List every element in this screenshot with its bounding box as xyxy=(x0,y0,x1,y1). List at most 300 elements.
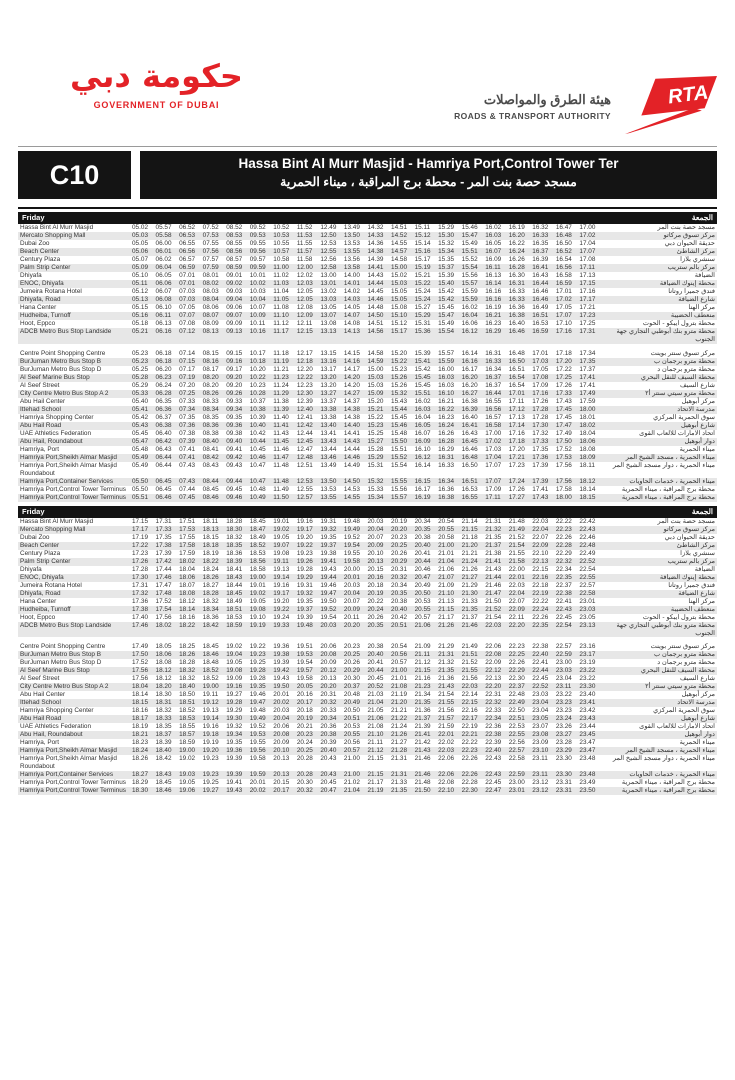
time-cell: 08.35 xyxy=(202,413,219,421)
time-cell: 15.27 xyxy=(367,437,384,445)
time-cell: 15.50 xyxy=(391,437,408,445)
time-cell: 16.39 xyxy=(532,256,549,263)
time-cell: 17.20 xyxy=(555,357,572,365)
time-cell: 14.44 xyxy=(367,280,384,287)
time-cell: 14.49 xyxy=(343,461,360,469)
stop-name-en: ENOC, Dhiyafa xyxy=(20,573,64,581)
table-row xyxy=(18,659,717,667)
stop-name-ar: مركز الشاطئ xyxy=(676,248,715,255)
time-cell: 14.58 xyxy=(367,349,384,357)
time-cell: 20.07 xyxy=(343,597,360,605)
time-cell: 15.22 xyxy=(367,413,384,421)
time-cell: 17.15 xyxy=(579,280,596,287)
time-cell: 17.11 xyxy=(508,397,525,405)
time-cell: 13.01 xyxy=(320,280,337,287)
time-cell: 19.35 xyxy=(296,597,313,605)
time-cell: 22.23 xyxy=(461,747,478,755)
time-cell: 05.09 xyxy=(132,264,148,271)
times-grid xyxy=(132,582,603,590)
time-cell: 21.35 xyxy=(391,787,408,795)
time-cell: 19.56 xyxy=(249,747,266,755)
time-cell: 20.01 xyxy=(249,779,266,787)
stop-name-en: Hamriya Shopping Center xyxy=(20,707,94,715)
time-cell: 21.30 xyxy=(461,589,478,597)
time-cell: 16.53 xyxy=(532,320,549,327)
time-cell: 22.44 xyxy=(532,667,549,675)
table-row xyxy=(18,414,717,422)
time-cell: 20.23 xyxy=(391,533,408,541)
time-cell: 14.38 xyxy=(343,413,360,421)
stop-name-en: Abu Hail Center xyxy=(20,397,66,405)
time-cell: 20.19 xyxy=(367,589,384,597)
time-cell: 16.31 xyxy=(438,453,455,461)
time-cell: 09.13 xyxy=(226,328,243,335)
time-cell: 21.46 xyxy=(485,581,502,589)
time-cell: 08.09 xyxy=(202,320,219,327)
time-cell: 20.56 xyxy=(391,651,408,659)
time-cell: 19.25 xyxy=(249,659,266,667)
time-cell: 16.54 xyxy=(555,256,572,263)
time-cell: 23.19 xyxy=(579,659,596,667)
time-cell: 21.31 xyxy=(391,755,408,763)
time-cell: 11.49 xyxy=(273,485,289,493)
time-cell: 19.18 xyxy=(202,731,219,739)
time-cell: 23.23 xyxy=(555,707,572,715)
route-title-en: Hassa Bint Al Murr Masjid - Hamriya Port,Control Tower Ter xyxy=(238,156,619,171)
time-cell: 21.21 xyxy=(391,707,408,715)
time-cell: 17.09 xyxy=(532,381,549,389)
time-cell: 20.06 xyxy=(273,723,290,731)
time-cell: 10.52 xyxy=(273,224,290,231)
time-cell: 17.39 xyxy=(532,477,549,485)
time-cell: 19.43 xyxy=(320,565,337,573)
table-row xyxy=(18,494,717,502)
time-cell: 16.51 xyxy=(532,312,549,319)
time-cell: 14.32 xyxy=(367,224,384,231)
time-cell: 18.32 xyxy=(202,597,219,605)
time-cell: 07.34 xyxy=(179,405,196,413)
time-cell: 17.56 xyxy=(555,461,572,469)
time-cell: 15.34 xyxy=(438,248,455,255)
time-cell: 16.11 xyxy=(485,264,501,271)
time-cell: 13.20 xyxy=(320,381,337,389)
times-grid xyxy=(132,598,603,606)
time-cell: 09.34 xyxy=(226,405,243,413)
time-cell: 16.13 xyxy=(485,272,502,279)
time-cell: 08.46 xyxy=(202,493,219,501)
time-cell: 18.06 xyxy=(579,437,596,445)
time-cell: 18.23 xyxy=(132,739,148,747)
time-cell: 17.04 xyxy=(485,453,502,461)
time-cell: 13.37 xyxy=(320,397,337,405)
time-cell: 10.09 xyxy=(249,312,266,319)
table-row xyxy=(18,280,717,288)
time-cell: 20.44 xyxy=(367,667,384,675)
time-cell: 17.26 xyxy=(532,397,549,405)
time-cell: 23.11 xyxy=(532,755,548,763)
time-cell: 16.24 xyxy=(438,421,455,429)
time-cell: 09.20 xyxy=(226,373,243,381)
time-cell: 22.04 xyxy=(532,525,549,533)
time-cell: 08.40 xyxy=(202,437,219,445)
time-cell: 22.08 xyxy=(438,779,455,787)
time-cell: 20.49 xyxy=(343,699,360,707)
time-cell: 22.58 xyxy=(579,589,596,597)
time-cell: 10.23 xyxy=(249,381,266,389)
time-cell: 21.00 xyxy=(343,755,360,763)
time-cell: 05.29 xyxy=(132,381,148,389)
time-cell: 22.26 xyxy=(555,533,572,541)
time-cell: 20.00 xyxy=(343,565,360,573)
time-cell: 15.37 xyxy=(438,264,455,271)
time-cell: 21.36 xyxy=(414,707,431,715)
time-cell: 09.35 xyxy=(226,413,243,421)
time-cell: 23.31 xyxy=(555,779,572,787)
time-cell: 21.11 xyxy=(414,651,431,659)
time-cell: 17.46 xyxy=(132,621,148,629)
time-cell: 09.09 xyxy=(226,320,243,327)
time-cell: 08.02 xyxy=(202,280,219,287)
time-cell: 19.19 xyxy=(249,621,266,629)
time-cell: 16.29 xyxy=(438,445,455,453)
time-cell: 21.15 xyxy=(438,605,455,613)
time-cell: 11.38 xyxy=(273,397,289,405)
time-cell: 14.39 xyxy=(367,256,384,263)
time-cell: 19.00 xyxy=(202,683,219,691)
stop-name-ar: سوق الحمرية المركزي xyxy=(653,413,715,421)
time-cell: 15.11 xyxy=(414,224,431,231)
time-cell: 14.37 xyxy=(343,397,360,405)
time-cell: 17.41 xyxy=(579,373,596,381)
time-cell: 13.56 xyxy=(343,256,360,263)
time-cell: 21.37 xyxy=(485,541,502,549)
time-cell: 22.53 xyxy=(508,723,525,731)
time-cell: 19.39 xyxy=(296,613,313,621)
time-cell: 17.26 xyxy=(555,381,572,389)
time-cell: 22.52 xyxy=(532,683,549,691)
stop-name-ar: ميناء الحمرية ، دوار مسجد الشيخ المر xyxy=(612,461,715,469)
time-cell: 17.56 xyxy=(155,613,172,621)
time-cell: 17.05 xyxy=(555,304,572,311)
time-cell: 20.02 xyxy=(273,699,290,707)
time-cell: 20.28 xyxy=(296,755,313,763)
time-cell: 16.23 xyxy=(438,413,455,421)
table-row xyxy=(18,232,717,240)
time-cell: 12.05 xyxy=(296,296,313,303)
time-cell: 15.22 xyxy=(414,280,431,287)
time-cell: 16.28 xyxy=(508,264,525,271)
table-row xyxy=(18,590,717,598)
time-cell: 23.42 xyxy=(579,707,596,715)
time-cell: 23.16 xyxy=(579,643,596,651)
time-cell: 22.41 xyxy=(532,659,549,667)
time-cell: 13.50 xyxy=(343,232,360,239)
table-row xyxy=(18,288,717,296)
time-cell: 15.51 xyxy=(414,389,431,397)
stop-name-en: ADCB Metro Bus Stop Landside xyxy=(20,328,112,335)
time-cell: 15.25 xyxy=(367,429,384,437)
time-cell: 15.55 xyxy=(391,477,408,485)
rta-logo-text: RTA xyxy=(666,81,711,109)
time-cell: 13.05 xyxy=(320,304,337,311)
stop-name-en: Beach Center xyxy=(20,541,60,549)
times-grid xyxy=(132,747,603,755)
time-cell: 23.47 xyxy=(579,739,596,747)
times-grid xyxy=(132,350,603,358)
time-cell: 16.50 xyxy=(555,240,572,247)
time-cell: 21.49 xyxy=(508,525,525,533)
time-cell: 16.16 xyxy=(485,296,502,303)
time-cell: 17.28 xyxy=(532,405,549,413)
time-cell: 20.50 xyxy=(414,589,431,597)
time-cell: 15.51 xyxy=(461,248,478,255)
time-cell: 14.58 xyxy=(391,256,408,263)
time-cell: 17.22 xyxy=(132,541,148,549)
time-cell: 16.14 xyxy=(461,349,478,357)
time-cell: 12.20 xyxy=(296,365,313,373)
times-grid xyxy=(132,280,603,288)
time-cell: 18.21 xyxy=(132,731,148,739)
time-cell: 17.15 xyxy=(132,517,148,525)
time-cell: 22.46 xyxy=(579,533,596,541)
time-cell: 06.37 xyxy=(155,413,172,421)
time-cell: 17.47 xyxy=(555,421,572,429)
time-cell: 15.49 xyxy=(461,240,478,247)
table-row xyxy=(18,582,717,590)
time-cell: 20.19 xyxy=(296,715,313,723)
stop-name-ar: سنشري بلازا xyxy=(680,256,715,263)
table-row xyxy=(18,248,717,256)
time-cell: 18.25 xyxy=(179,643,196,651)
time-cell: 16.35 xyxy=(532,240,549,247)
time-cell: 06.42 xyxy=(155,437,172,445)
time-cell: 20.26 xyxy=(343,659,360,667)
time-cell: 14.43 xyxy=(343,437,360,445)
time-cell: 15.24 xyxy=(414,296,431,303)
time-cell: 16.33 xyxy=(438,461,455,469)
time-cell: 17.26 xyxy=(508,485,525,493)
time-cell: 11.29 xyxy=(273,389,289,397)
time-cell: 14.44 xyxy=(343,445,360,453)
time-cell: 20.35 xyxy=(391,589,408,597)
time-cell: 06.57 xyxy=(179,256,196,263)
time-cell: 15.39 xyxy=(414,349,431,357)
time-cell: 19.52 xyxy=(320,605,337,613)
time-cell: 20.10 xyxy=(367,549,384,557)
stop-name-en: ADCB Metro Bus Stop Landside xyxy=(20,621,112,629)
time-cell: 23.12 xyxy=(532,779,549,787)
times-grid xyxy=(132,683,603,691)
time-cell: 19.31 xyxy=(320,517,337,525)
table-row xyxy=(18,256,717,264)
stop-name-ar: ميناء الحمرية ، خدمات الحاويات xyxy=(629,477,715,485)
stop-name-en: Hamriya Port,Container Services xyxy=(20,771,114,779)
time-cell: 15.51 xyxy=(391,445,408,453)
time-cell: 18.45 xyxy=(249,517,266,525)
time-cell: 06.07 xyxy=(155,288,172,295)
time-cell: 19.17 xyxy=(273,589,290,597)
time-cell: 18.19 xyxy=(132,723,148,731)
time-cell: 21.09 xyxy=(414,643,431,651)
time-cell: 16.02 xyxy=(485,224,502,231)
time-cell: 21.55 xyxy=(438,699,455,707)
time-cell: 20.55 xyxy=(414,605,431,613)
table-row xyxy=(18,272,717,280)
time-cell: 21.12 xyxy=(414,659,431,667)
time-cell: 20.09 xyxy=(367,541,384,549)
time-cell: 16.14 xyxy=(414,461,431,469)
page-header xyxy=(18,56,717,138)
time-cell: 15.09 xyxy=(367,389,384,397)
time-cell: 20.05 xyxy=(296,683,313,691)
time-cell: 15.17 xyxy=(391,328,408,335)
time-cell: 19.58 xyxy=(296,675,313,683)
time-cell: 21.36 xyxy=(438,675,455,683)
time-cell: 20.24 xyxy=(367,605,384,613)
time-cell: 07.25 xyxy=(179,389,196,397)
stop-name-en: BurJuman Metro Bus Stop B xyxy=(20,357,101,365)
table-row xyxy=(18,667,717,675)
time-cell: 23.17 xyxy=(579,651,596,659)
time-cell: 19.39 xyxy=(226,771,243,779)
time-cell: 16.04 xyxy=(414,413,431,421)
time-cell: 06.59 xyxy=(179,264,196,271)
time-cell: 19.20 xyxy=(296,533,313,541)
times-grid xyxy=(132,264,603,272)
time-cell: 12.45 xyxy=(296,437,313,445)
time-cell: 21.58 xyxy=(508,557,525,565)
time-cell: 14.48 xyxy=(367,304,384,311)
time-cell: 12.56 xyxy=(320,256,337,263)
stop-name-en: ENOC, Dhiyafa xyxy=(20,280,64,287)
time-cell: 08.56 xyxy=(226,248,243,255)
time-cell: 22.13 xyxy=(532,557,549,565)
time-cell: 21.56 xyxy=(438,707,455,715)
stop-name-en: Century Plaza xyxy=(20,256,61,263)
time-cell: 20.20 xyxy=(343,621,360,629)
time-cell: 15.43 xyxy=(391,397,408,405)
time-cell: 21.32 xyxy=(438,659,455,667)
time-cell: 12.55 xyxy=(320,248,337,255)
stop-name-en: Hamriya Port,Sheikh Almar Masjid xyxy=(20,453,117,461)
time-cell: 15.32 xyxy=(391,389,408,397)
time-cell: 18.15 xyxy=(202,533,219,541)
stop-name-ar: اتحاد الامارات للالعاب القوى xyxy=(639,429,715,437)
time-cell: 22.38 xyxy=(532,643,549,651)
time-cell: 20.57 xyxy=(391,659,408,667)
times-grid xyxy=(132,422,603,430)
time-cell: 12.49 xyxy=(320,224,337,231)
time-cell: 18.24 xyxy=(132,747,148,755)
table-row xyxy=(18,622,717,638)
time-cell: 19.13 xyxy=(202,707,219,715)
time-cell: 18.57 xyxy=(179,731,196,739)
stop-name-ar: شارع أبوهيل xyxy=(680,715,715,723)
table-row xyxy=(18,366,717,374)
time-cell: 18.45 xyxy=(226,589,243,597)
time-cell: 17.50 xyxy=(132,651,148,659)
time-cell: 22.40 xyxy=(532,651,549,659)
time-cell: 16.37 xyxy=(485,381,502,389)
time-cell: 07.52 xyxy=(202,224,219,231)
table-row xyxy=(18,358,717,366)
time-cell: 16.44 xyxy=(485,389,502,397)
time-cell: 18.27 xyxy=(132,771,148,779)
time-cell: 13.44 xyxy=(320,445,337,453)
time-cell: 15.19 xyxy=(414,264,431,271)
times-grid xyxy=(132,675,603,683)
time-cell: 13.20 xyxy=(320,373,337,381)
time-cell: 11.02 xyxy=(273,272,289,279)
stop-name-en: Dhiyafa, Road xyxy=(20,589,61,597)
stop-name-ar: محطة مترو برجمان د xyxy=(657,365,715,373)
time-cell: 19.02 xyxy=(179,755,196,763)
time-cell: 20.13 xyxy=(273,771,290,779)
time-cell: 07.01 xyxy=(179,280,196,287)
time-cell: 14.55 xyxy=(391,240,408,247)
times-grid xyxy=(132,486,603,494)
time-cell: 15.03 xyxy=(391,280,408,287)
time-cell: 05.45 xyxy=(132,429,148,437)
time-cell: 20.30 xyxy=(296,779,313,787)
time-cell: 22.56 xyxy=(508,739,525,747)
time-cell: 16.33 xyxy=(532,232,549,239)
time-cell: 15.24 xyxy=(414,288,431,295)
time-cell: 21.55 xyxy=(461,667,478,675)
time-cell: 14.16 xyxy=(343,357,360,365)
time-cell: 08.43 xyxy=(202,461,219,469)
time-cell: 05.51 xyxy=(132,493,148,501)
time-cell: 23.27 xyxy=(555,731,572,739)
time-cell: 14.50 xyxy=(343,477,360,485)
time-cell: 18.32 xyxy=(226,533,243,541)
time-cell: 18.53 xyxy=(226,613,243,621)
time-cell: 14.13 xyxy=(343,328,360,335)
time-cell: 14.46 xyxy=(343,453,360,461)
time-cell: 16.26 xyxy=(438,429,455,437)
time-cell: 17.59 xyxy=(579,397,596,405)
times-grid xyxy=(132,358,603,366)
time-cell: 11.43 xyxy=(273,429,289,437)
time-cell: 16.12 xyxy=(414,453,431,461)
time-cell: 23.40 xyxy=(579,691,596,699)
time-cell: 18.16 xyxy=(132,707,148,715)
table-row xyxy=(18,651,717,659)
time-cell: 12.08 xyxy=(296,304,313,311)
time-cell: 18.26 xyxy=(132,755,148,763)
time-cell: 09.41 xyxy=(226,445,243,453)
time-cell: 20.13 xyxy=(273,755,290,763)
time-cell: 05.05 xyxy=(132,240,148,247)
time-cell: 20.34 xyxy=(320,715,337,723)
times-grid xyxy=(132,494,603,502)
time-cell: 11.19 xyxy=(273,357,289,365)
time-cell: 16.12 xyxy=(461,328,478,335)
time-cell: 23.03 xyxy=(579,605,596,613)
time-cell: 17.45 xyxy=(555,413,572,421)
time-cell: 08.41 xyxy=(202,445,219,453)
times-grid xyxy=(132,787,603,795)
time-cell: 17.58 xyxy=(555,485,572,493)
stop-name-ar: شارع أبوهيل xyxy=(680,421,715,429)
stop-name-ar: الضيافة xyxy=(694,565,715,573)
time-cell: 18.09 xyxy=(579,453,596,461)
time-cell: 18.45 xyxy=(202,643,219,651)
time-cell: 22.23 xyxy=(508,643,525,651)
time-cell: 20.03 xyxy=(320,621,337,629)
time-cell: 17.31 xyxy=(132,581,148,589)
time-cell: 07.41 xyxy=(179,445,196,453)
